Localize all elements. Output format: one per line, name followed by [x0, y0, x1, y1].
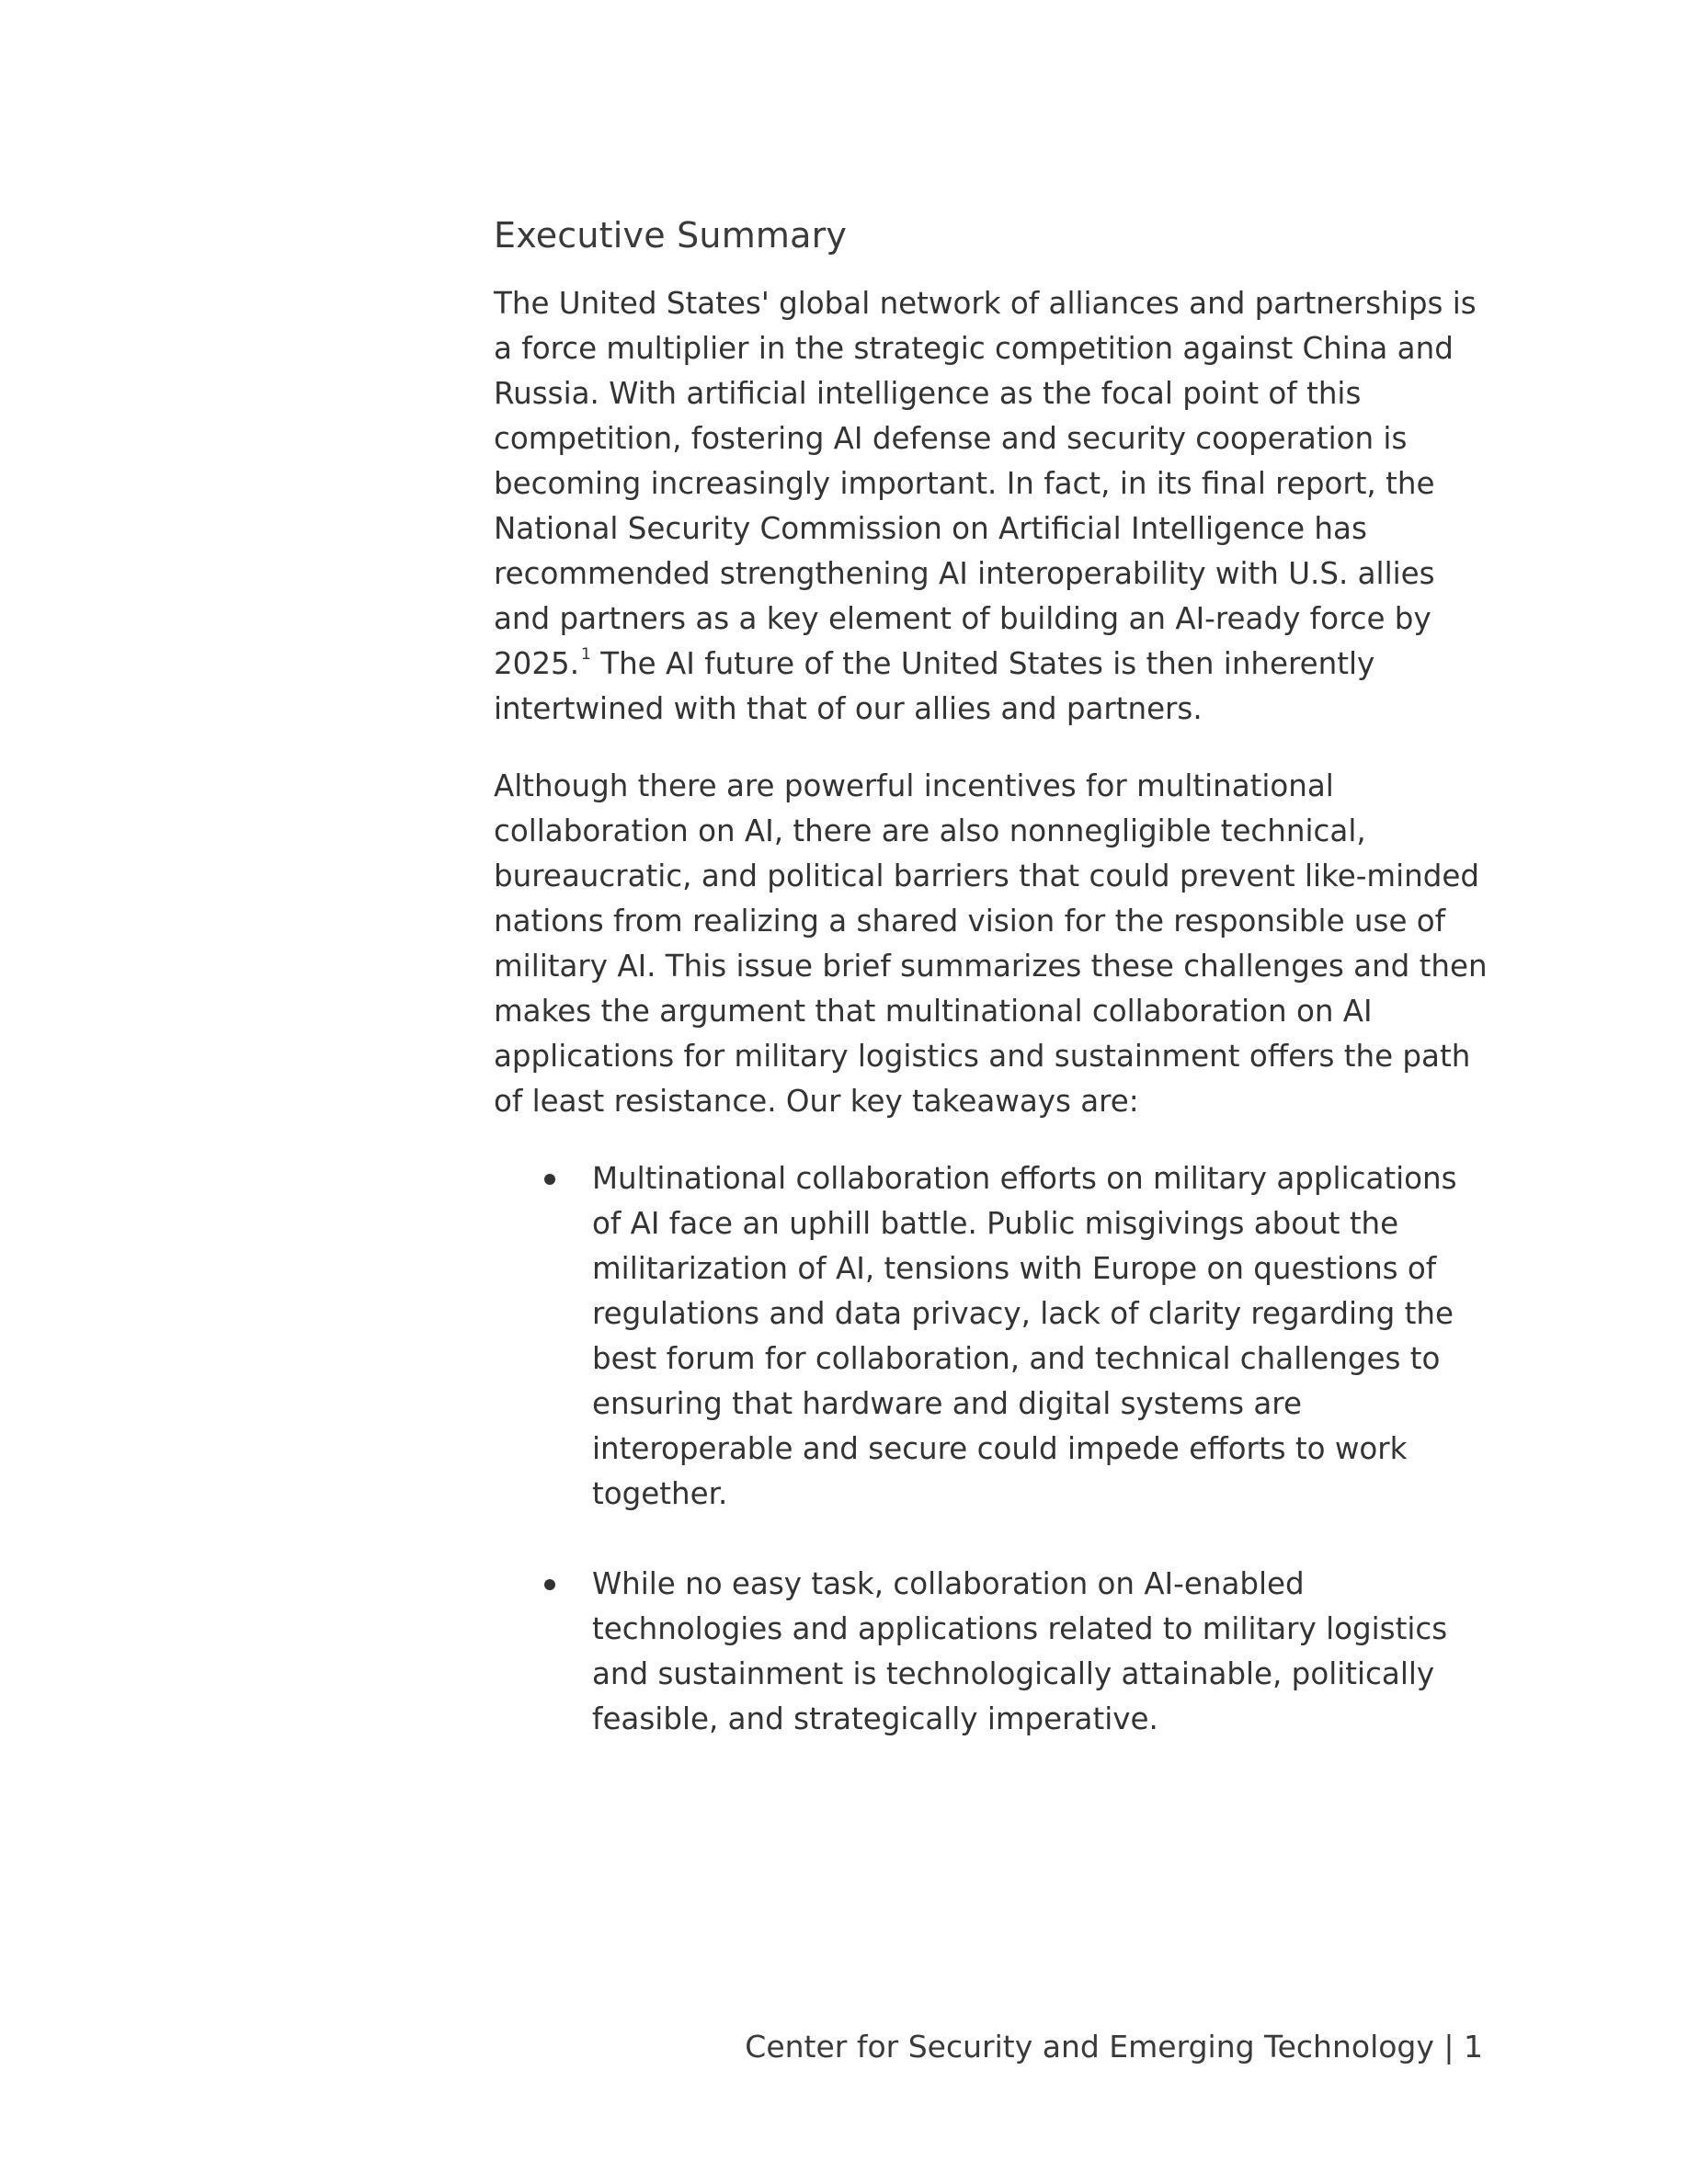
page-content: [494, 206, 1491, 1742]
list-item: [494, 1562, 1491, 1742]
paragraph-intro-tail: The AI future of the United States is then inherently intertwined with that of our allies and partners.: [494, 646, 1375, 726]
bullet-icon: [544, 1579, 555, 1590]
paragraph-barriers: Although there are powerful incentives for multinational collaboration on AI, there are also nonnegligible technical, bureaucratic, and political barriers that could prevent like-minded nations from realizing a shared vision for the responsible use of military AI. This issue brief summarizes these challenges and then makes the argument that multinational collaboration on AI applications for military logistics and sustainment offers the path of least resistance. Our key takeaways are:: [494, 768, 1488, 1119]
paragraph-intro-text: The United States' global network of alliances and partnerships is a force multiplier in the strategic competition against China and Russia. With artificial intelligence as the focal point of this competition, fostering AI defense and security cooperation is becoming increasingly important. In fact, in its final report, the National Security Commission on Artificial Intelligence has recommended strengthening AI interoperability with U.S. allies and partners as a key element of building an AI-ready force by 2025.: [494, 286, 1477, 681]
paragraph-intro: [494, 281, 1491, 732]
section-heading: Executive Summary: [494, 215, 848, 256]
list-item: [494, 1156, 1491, 1517]
page-footer: Center for Security and Emerging Technology | 1: [745, 2029, 1483, 2065]
bullet-icon: [544, 1174, 555, 1185]
list-item-text: While no easy task, collaboration on AI-enabled technologies and applications related to military logistics and sustainment is technologically attainable, politically feasible, and strategically imperative.: [592, 1566, 1448, 1736]
footnote-marker[interactable]: 1: [581, 645, 591, 665]
takeaways-list: [494, 1156, 1491, 1742]
list-item-text: Multinational collaboration efforts on military applications of AI face an uphill battle. Public misgivings about the militarization of AI, tensions with Europe on questions of regulations and data privacy, lack of clarity regarding the best forum for collaboration, and technical challenges to ensuring that hardware and digital systems are interoperable and secure could impede efforts to work together.: [592, 1161, 1457, 1511]
